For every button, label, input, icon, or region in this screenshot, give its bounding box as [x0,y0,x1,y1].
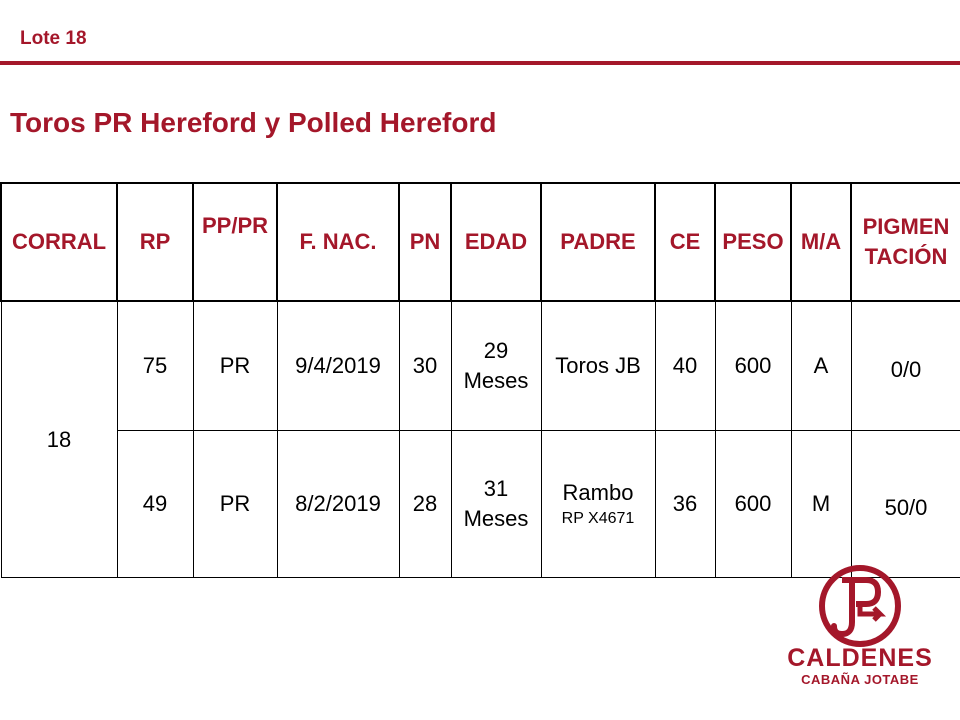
cell-rp: 49 [117,431,193,578]
cell-m-a: A [791,301,851,431]
cell-f-nac: 8/2/2019 [277,431,399,578]
cell-m-a: M [791,431,851,578]
header-ce: CE [655,183,715,301]
header-f-nac: F. NAC. [277,183,399,301]
cell-edad-unit: Meses [463,368,529,393]
brand-subtitle: CABAÑA JOTABE [801,672,919,687]
cell-pn: 28 [399,431,451,578]
cell-edad-unit: Meses [463,506,529,531]
cell-edad-value: 29 [483,338,509,363]
cell-rp: 75 [117,301,193,431]
cell-peso: 600 [715,431,791,578]
header-peso: PESO [715,183,791,301]
header-corral: CORRAL [1,183,117,301]
cell-padre [541,301,655,431]
cell-pigmentacion: 0/0 [851,301,960,431]
cell-pigmentacion: 50/0 [851,431,960,578]
table-row [1,431,960,578]
page-title: Toros PR Hereford y Polled Hereford [10,107,497,138]
cell-pp-pr: PR [193,431,277,578]
header-pigmentacion-line2: TACIÓN [864,244,948,269]
brand-name: CALDENES [787,644,933,672]
header-pp-pr: PP/PR [193,183,277,301]
cell-padre-rp: RP X4671 [561,510,635,527]
table-header-row [1,183,960,301]
lote-label: Lote 18 [20,28,87,49]
table-row [1,301,960,431]
cell-pn: 30 [399,301,451,431]
header-pigmentacion [851,183,960,301]
cell-ce: 36 [655,431,715,578]
cell-padre-name: Rambo [562,480,634,505]
header-pigmentacion-line1: PIGMEN [862,214,950,239]
cell-corral: 18 [1,301,117,578]
lot-table [0,182,960,578]
cell-padre [541,431,655,578]
header-edad: EDAD [451,183,541,301]
header-pn: PN [399,183,451,301]
header-divider [0,61,960,65]
cell-peso: 600 [715,301,791,431]
cell-edad [451,301,541,431]
cell-edad [451,431,541,578]
header-m-a: M/A [791,183,851,301]
cell-f-nac: 9/4/2019 [277,301,399,431]
header-rp: RP [117,183,193,301]
cell-padre-name: Toros JB [555,353,641,378]
header-padre: PADRE [541,183,655,301]
cell-ce: 40 [655,301,715,431]
cell-edad-value: 31 [483,476,509,501]
cell-pp-pr: PR [193,301,277,431]
